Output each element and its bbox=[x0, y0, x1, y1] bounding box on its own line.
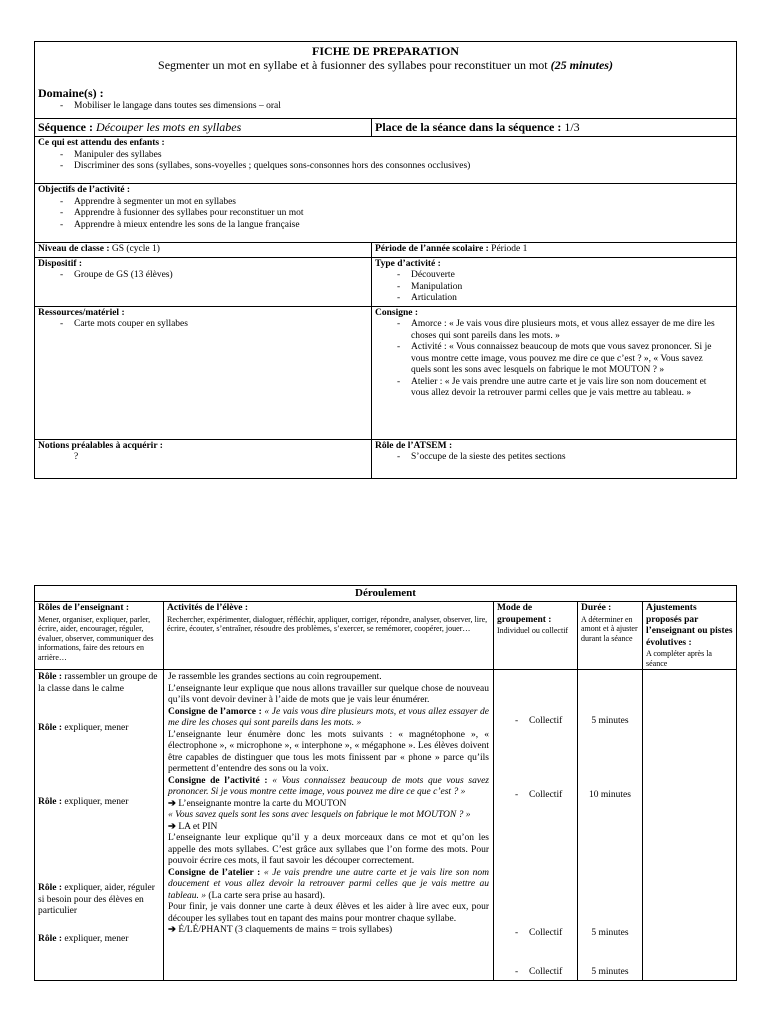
attendu-item: - Discriminer des sons (syllabes, sons-voyelles ; quelques sons-consonnes hors des consonnes occlusives) bbox=[74, 161, 733, 173]
dispositif-item: - Groupe de GS (13 élèves) bbox=[74, 270, 368, 282]
consigne-item: - Activité : « Vous connaissez beaucoup de mots que vous savez prononcer. Si je vous montre cette image, vous pouvez me dire ce que c’est ? », « Vous savez quels sont les sons avec lesquels on fabrique le mot MOUTON ? » bbox=[411, 342, 725, 377]
header-roles bbox=[35, 602, 164, 670]
objectif-item: - Apprendre à fusionner des syllabes pour reconstituer un mot bbox=[74, 208, 733, 220]
atsem-item: - S’occupe de la sieste des petites sections bbox=[411, 452, 733, 464]
header-ajustements bbox=[643, 602, 737, 670]
activite-text: ➔ LA et PIN bbox=[168, 821, 218, 832]
duree-value: 10 minutes bbox=[589, 789, 631, 800]
deroulement-table bbox=[34, 585, 737, 981]
activite-text: L’enseignante leur énumère donc les mots suivants : « magnétophone », « électrophone », « microphone », « interphone », « mégaphone ». Les élèves doivent être capables de distinguer que tous les mots finissent par « phone » parce qu’ils permettent d’entendre des sons ou la voix. bbox=[168, 729, 489, 774]
sequence-value: Découper les mots en syllabes bbox=[96, 120, 242, 134]
ressources-label: Ressources/matériel : bbox=[38, 307, 125, 318]
header-activites-desc: Rechercher, expérimenter, dialoguer, réfléchir, appliquer, corriger, répondre, analyser, observer, lire, écrire, écouter, s’entraîner, résoudre des problèmes, s’exercer, se remémorer, coopérer, jouer… bbox=[167, 614, 488, 633]
notions-cell bbox=[35, 439, 372, 478]
activites-column bbox=[164, 670, 494, 981]
arrow-icon: ➔ bbox=[168, 798, 176, 809]
dispositif-cell bbox=[35, 257, 372, 306]
periode-value: Période 1 bbox=[491, 244, 528, 254]
domaine-item: - Mobiliser le langage dans toutes ses dimensions – oral bbox=[74, 100, 733, 112]
type-label: Type d’activité : bbox=[375, 258, 441, 269]
niveau-value: GS (cycle 1) bbox=[111, 244, 160, 254]
role-entry: Rôle : expliquer, mener bbox=[38, 797, 129, 807]
objectif-item: - Apprendre à mieux entendre les sons de la langue française bbox=[74, 220, 733, 232]
consigne-item: - Atelier : « Je vais prendre une autre carte et je vais lire son nom doucement et vous allez devoir la retrouver parmi celles que je vais mettre au tableau. » bbox=[411, 377, 725, 400]
place-cell bbox=[372, 119, 737, 137]
objectif-item: - Apprendre à segmenter un mot en syllabes bbox=[74, 197, 733, 209]
activite-text: Je rassemble les grandes sections au coin regroupement. bbox=[168, 672, 382, 682]
mode-value: - Collectif bbox=[529, 967, 574, 979]
niveau-cell bbox=[35, 243, 372, 258]
mode-value: - Collectif bbox=[529, 928, 574, 940]
type-item: - Manipulation bbox=[411, 282, 733, 294]
header-duree bbox=[578, 602, 643, 670]
consigne-item: - Amorce : « Je vais vous dire plusieurs mots, et vous allez essayer de me dire les choses qui sont pareils dans les mots. » bbox=[411, 319, 725, 342]
type-cell bbox=[372, 257, 737, 306]
role-entry: Rôle : rassembler un groupe de la classe dans le calme bbox=[38, 672, 158, 694]
header-duree-desc: A déterminer en amont et à ajuster durant la séance bbox=[581, 614, 638, 643]
atsem-cell bbox=[372, 439, 737, 478]
atelier-consigne: Consigne de l’atelier : « Je vais prendre une autre carte et je vais lire son nom doucement et vous allez devoir la retrouver parmi celles que je vais mettre au tableau. » (La carte sera prise au hasard). bbox=[168, 867, 489, 901]
duree-column bbox=[578, 670, 643, 981]
header-mode bbox=[494, 602, 578, 670]
duree-value: 5 minutes bbox=[591, 928, 629, 938]
header-ajust-desc: A compléter après la séance bbox=[646, 649, 712, 668]
header-activites-title: Activités de l’élève : bbox=[167, 603, 248, 613]
periode-label: Période de l’année scolaire : bbox=[375, 244, 489, 254]
ressources-cell bbox=[35, 306, 372, 439]
header-mode-title: Mode de groupement : bbox=[497, 603, 552, 625]
attendu-item: - Manipuler des syllabes bbox=[74, 150, 733, 162]
place-value: 1/3 bbox=[564, 120, 580, 134]
fiche-title: FICHE DE PREPARATION bbox=[312, 44, 459, 58]
sequence-cell bbox=[35, 119, 372, 137]
attendu-label: Ce qui est attendu des enfants : bbox=[38, 138, 165, 148]
activite-text: Pour finir, je vais donner une carte à deux élèves et les aider à lire avec eux, pour découper les syllabes tout en tapant des mains pour montrer chaque syllabe. bbox=[168, 902, 489, 924]
role-entry: Rôle : expliquer, mener bbox=[38, 934, 129, 944]
notions-label: Notions préalables à acquérir : bbox=[38, 440, 163, 451]
objectifs-label: Objectifs de l’activité : bbox=[38, 185, 131, 195]
place-label: Place de la séance dans la séquence : bbox=[375, 120, 562, 134]
header-activites bbox=[164, 602, 494, 670]
consigne-label: Consigne : bbox=[375, 307, 419, 318]
mode-column bbox=[494, 670, 578, 981]
activite-consigne: Consigne de l’activité : « Vous connaissez beaucoup de mots que vous savez prononcer. Si je vous montre cette image, vous pouvez me dire ce que c’est ? » bbox=[168, 775, 490, 797]
sequence-label: Séquence : bbox=[38, 120, 93, 134]
dispositif-label: Dispositif : bbox=[38, 258, 83, 269]
activite-text: « Vous savez quels sont les sons avec lesquels on fabrique le mot MOUTON ? » bbox=[168, 810, 471, 820]
activite-text: ➔ L’enseignante montre la carte du MOUTON bbox=[168, 798, 347, 809]
duree-value: 5 minutes bbox=[591, 966, 629, 977]
header-ajust-title: Ajustements proposés par l’enseignant ou pistes évolutives : bbox=[646, 603, 733, 648]
atsem-label: Rôle de l’ATSEM : bbox=[375, 440, 453, 451]
notions-value: ? bbox=[74, 452, 79, 462]
periode-cell bbox=[372, 243, 737, 258]
activite-text: L’enseignante leur explique qu’il y a deux morceaux dans ce mot et qu’on les appelle des mots syllabes. C’est grâce aux syllabes que l’on forme des mots. Pour pouvoir écrire ces mots, il faut savoir les découper correctement. bbox=[168, 833, 489, 866]
type-item: - Découverte bbox=[411, 270, 733, 282]
duree-value: 5 minutes bbox=[591, 716, 629, 726]
niveau-label: Niveau de classe : bbox=[38, 244, 110, 254]
activite-text: ➔ É/LÉ/PHANT (3 claquements de mains = trois syllabes) bbox=[168, 925, 393, 935]
role-entry: Rôle : expliquer, mener bbox=[38, 723, 129, 733]
header-duree-title: Durée : bbox=[581, 603, 612, 613]
arrow-icon: ➔ bbox=[168, 925, 176, 935]
fiche-duration: (25 minutes) bbox=[550, 58, 613, 72]
amorce-consigne: Consigne de l’amorce : « Je vais vous dire plusieurs mots, et vous allez essayer de me dire les choses qui sont pareils dans les mots. » bbox=[168, 706, 489, 728]
arrow-icon: ➔ bbox=[168, 821, 176, 832]
fiche-subtitle: Segmenter un mot en syllabe et à fusionner des syllabes pour reconstituer un mot bbox=[158, 58, 548, 72]
objectifs-cell bbox=[35, 184, 737, 243]
header-roles-desc: Mener, organiser, expliquer, parler, écrire, aider, encourager, réguler, évaluer, observer, communiquer des informations, faire des retours en arrière… bbox=[38, 614, 154, 662]
role-entry: Rôle : expliquer, aider, réguler si besoin pour des élèves en particulier bbox=[38, 883, 155, 916]
mode-value: - Collectif bbox=[529, 790, 574, 802]
ajustements-column bbox=[643, 670, 737, 981]
attendu-cell bbox=[35, 137, 737, 184]
fiche-table bbox=[34, 41, 737, 479]
fiche-header-cell bbox=[35, 42, 737, 119]
activite-text: L’enseignante leur explique que nous allons travailler sur quelque chose de nouveau qu’ils vont devoir deviner à l’aide de mots que je vais leur énumérer. bbox=[168, 683, 489, 705]
roles-column bbox=[35, 670, 164, 981]
domaine-label: Domaine(s) : bbox=[38, 86, 104, 100]
consigne-cell bbox=[372, 306, 737, 439]
mode-value: - Collectif bbox=[529, 716, 574, 728]
deroulement-title: Déroulement bbox=[35, 586, 737, 602]
header-mode-desc: Individuel ou collectif bbox=[497, 626, 569, 635]
ressources-item: - Carte mots couper en syllabes bbox=[74, 319, 368, 331]
header-roles-title: Rôles de l’enseignant : bbox=[38, 603, 130, 613]
type-item: - Articulation bbox=[411, 293, 733, 305]
